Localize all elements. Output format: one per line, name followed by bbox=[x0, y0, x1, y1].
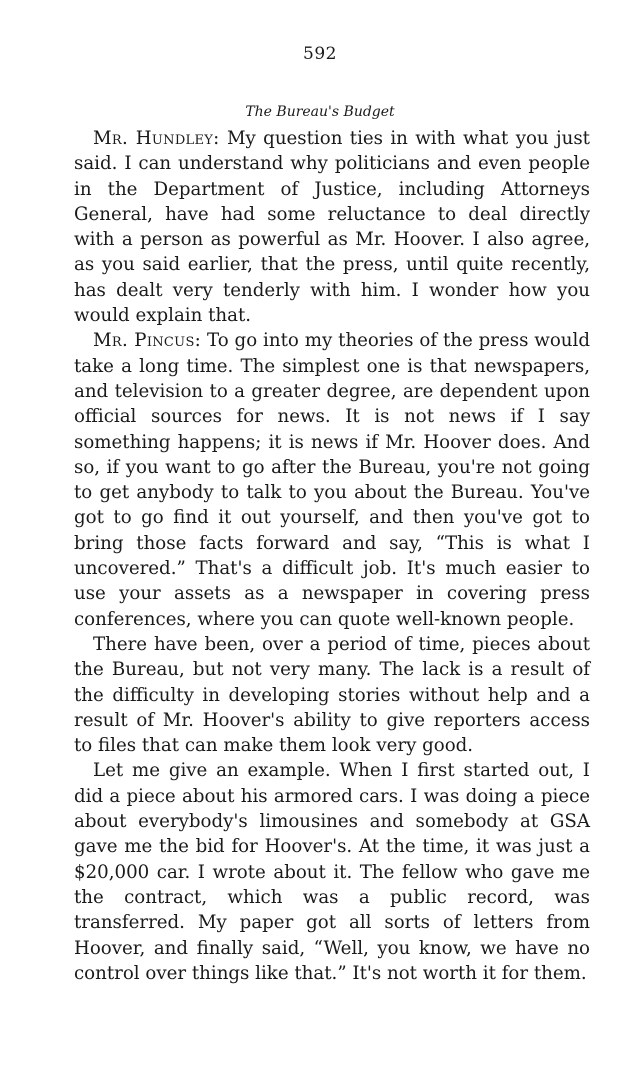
speaker-label: Mr. Pincus: bbox=[93, 330, 202, 352]
paragraph-bureau-pieces bbox=[74, 632, 590, 758]
paragraph-text: Let me give an example. When I first started out, I did a piece about his armored cars. I was doing a piece about everybody's limousines and somebody at GSA gave me the bid for Hoover's. At the time, it was just a $20,000 car. I wrote about it. The fellow who gave me the contract, which was a public record, was transferred. My paper got all sorts of letters from Hoover, and finally said, “Well, you know, we have no control over things like that.” It's not worth it for them. bbox=[74, 760, 590, 984]
paragraph-armored-cars bbox=[74, 758, 590, 986]
paragraph-text: To go into my theories of the press would take a long time. The simplest one is that newspapers, and television to a greater degree, are dependent upon official sources for news. It is not news if I say something happens; it is news if Mr. Hoover does. And so, if you want to go after the Bureau, you're not going to get anybody to talk to you about the Bureau. You've got to go find it out yourself, and then you've got to bring those facts forward and say, “This is what I uncovered.” That's a difficult job. It's much easier to use your assets as a newspaper in covering press conferences, where you can quote well-known people. bbox=[74, 330, 590, 630]
page-number: 592 bbox=[303, 44, 337, 64]
paragraph-text: There have been, over a period of time, pieces about the Bureau, but not very many. The lack is a result of the difficulty in developing stories without help and a result of Mr. Hoover's ability to give reporters access to files that can make them look very good. bbox=[74, 633, 590, 757]
speaker-label: Mr. Hundley: bbox=[93, 128, 220, 149]
running-head: The Bureau's Budget bbox=[245, 104, 395, 120]
body-text bbox=[74, 126, 590, 986]
paragraph-pincus-answer bbox=[74, 328, 590, 632]
paragraph-hundley-question bbox=[74, 126, 590, 328]
paragraph-text: My question ties in with what you just said. I can understand why politicians and even people in the Department of Justice, including Attorneys General, have had some reluctance to deal directly with a person as powerful as Mr. Hoover. I also agree, as you said earlier, that the press, until quite recently, has dealt very tenderly with him. I wonder how you would explain that. bbox=[74, 128, 590, 327]
